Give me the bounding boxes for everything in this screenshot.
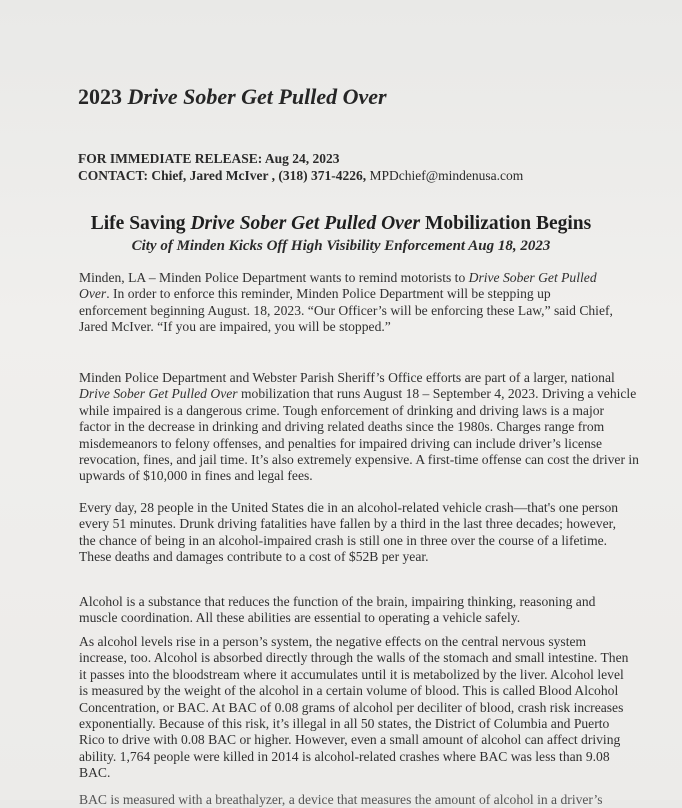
- document-title: [78, 84, 387, 110]
- title-campaign: Drive Sober Get Pulled Over: [127, 84, 387, 109]
- headline-prefix: Life Saving: [90, 213, 191, 234]
- paragraph-intro: [79, 270, 619, 336]
- release-date-line: FOR IMMEDIATE RELEASE: Aug 24, 2023: [78, 151, 340, 166]
- paragraph-statistics: Every day, 28 people in the United States die in an alcohol-related vehicle crash—that's one person every 51 minutes. Drunk driving fatalities have fallen by a third in the last three decades; however, the chance of being in an alcohol-impaired crash is still one in three over the course of a lifetime. These deaths and damages contribute to a cost of $52B per year.: [79, 500, 619, 565]
- paragraph-italic: Drive Sober Get Pulled Over: [79, 386, 238, 402]
- title-year: 2023: [78, 84, 128, 109]
- paragraph-text: Minden, LA – Minden Police Department wants to remind motorists to: [79, 270, 469, 285]
- paragraph-text: Minden Police Department and Webster Parish Sheriff’s Office efforts are part of a larger, national: [79, 370, 615, 385]
- subheadline: City of Minden Kicks Off High Visibility Enforcement Aug 18, 2023: [131, 238, 551, 254]
- paragraph-alcohol-effects: Alcohol is a substance that reduces the function of the brain, impairing thinking, reasoning and muscle coordination. All these abilities are essential to operating a vehicle safely.: [79, 594, 596, 626]
- headline: [0, 213, 682, 235]
- paragraph-text: . In order to enforce this reminder, Minden Police Department will be stepping up enforcement beginning August. 18, 2023. “Our Officer’s will be enforcing these Law,” said Chief, Jared McIver. “If you are impaired, you will be stopped.”: [79, 286, 613, 335]
- contact-email-link[interactable]: MPDchief@mindenusa.com: [369, 168, 524, 183]
- paragraph-breathalyzer-cut: BAC is measured with a breathalyzer, a device that measures the amount of alcohol in a driver’s: [79, 792, 603, 807]
- headline-campaign: Drive Sober Get Pulled Over: [190, 213, 421, 234]
- headline-suffix: Mobilization Begins: [420, 213, 592, 234]
- paragraph-italic: Drive Sober Get Pulled Over: [79, 270, 597, 302]
- release-header: [78, 150, 523, 184]
- paragraph-mobilization: [79, 370, 639, 485]
- contact-text: CONTACT: Chief, Jared McIver , (318) 371-4226,: [78, 168, 367, 183]
- paragraph-bac: As alcohol levels rise in a person’s system, the negative effects on the central nervous system increase, too. Alcohol is absorbed directly through the walls of the stomach and small intestine. Then it passes into the bloodstream where it accumulates until it is metabolized by the liver. Alcohol level is measured by the weight of the alcohol in a certain volume of blood. This is called Blood Alcohol Concentration, or BAC. At BAC of 0.08 grams of alcohol per deciliter of blood, crash risk increases exponentially. Because of this risk, it’s illegal in all 50 states, the District of Columbia and Puerto Rico to drive with 0.08 BAC or higher. However, even a small amount of alcohol can affect driving ability. 1,764 people were killed in 2014 is alcohol-related crashes where BAC was less than 9.08 BAC.: [79, 634, 629, 781]
- paragraph-text: mobilization that runs August 18 – September 4, 2023. Driving a vehicle while impaired is a dangerous crime. Tough enforcement of drinking and driving laws is a major factor in the decrease in drinking and driving related deaths since the 1980s. Charges range from misdemeanors to felony offenses, and penalties for impaired driving can include driver’s license revocation, fines, and jail time. It’s also extremely expensive. A first-time offense can cost the driver in upwards of $10,000 in fines and legal fees.: [79, 386, 639, 484]
- contact-line: [78, 167, 523, 184]
